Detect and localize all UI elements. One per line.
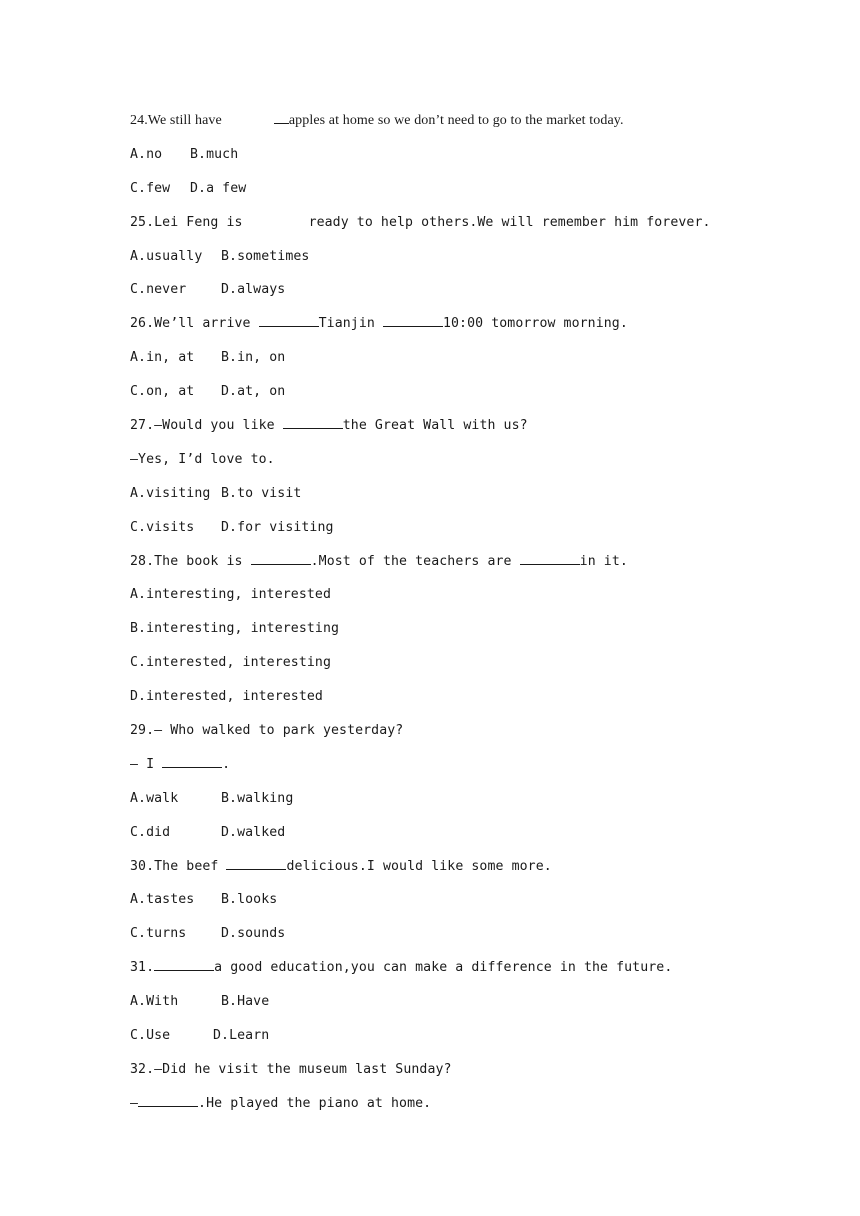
option-b[interactable]: B.to visit [221,485,302,501]
question-26-text-c: 10:00 tomorrow morning. [442,316,628,332]
option-c[interactable]: C.interested, interesting [130,655,331,671]
question-25-options-ab [130,246,750,280]
option-a[interactable]: A.no [130,146,163,162]
option-d[interactable]: D.for visiting [221,519,334,535]
answer-blank[interactable] [383,313,443,327]
option-d[interactable]: D.sounds [221,926,286,942]
question-28-text-a: 28.The book is [130,553,243,569]
question-29-stem: 29.— Who walked to park yesterday? [130,723,404,739]
question-29-options-ab [130,788,750,822]
answer-blank[interactable] [283,415,343,429]
answer-blank[interactable] [259,313,319,327]
answer-blank[interactable] [251,551,311,565]
question-27-stem [130,415,750,449]
question-27-text-b: the Great Wall with us? [342,418,528,434]
question-30-stem [130,856,750,890]
answer-blank[interactable] [138,1093,198,1107]
answer-blank[interactable] [226,856,286,870]
question-27-options-ab [130,483,750,517]
answer-blank[interactable] [520,551,580,565]
option-b[interactable]: B.walking [221,790,294,806]
question-25-options-cd [130,279,750,313]
option-a[interactable]: A.visiting [130,485,211,501]
option-b[interactable]: B.much [190,146,239,162]
question-30-options-ab [130,889,750,923]
option-b[interactable]: B.Have [221,994,270,1010]
question-25-text-a: 25.Lei Feng is [130,214,243,230]
question-27-text-a: 27.—Would you like [130,418,275,434]
question-29-reply-b: . [222,756,231,772]
option-a[interactable]: A.interesting, interested [130,587,331,603]
question-24-text-b: apples at home so we don’t need to go to the market today. [288,113,624,128]
question-32-stem: 32.—Did he visit the museum last Sunday? [130,1061,452,1077]
question-30-options-cd [130,923,750,957]
question-31-text-a: 31. [130,960,155,976]
question-24-text-a: 24.We still have [130,113,222,128]
option-a[interactable]: A.tastes [130,892,195,908]
question-29-options-cd [130,822,750,856]
option-d[interactable]: D.walked [221,824,286,840]
option-b[interactable]: B.looks [221,892,278,908]
exam-page [130,110,750,1127]
question-25-text-b: ready to help others.We will remember him forever. [308,214,711,230]
option-a[interactable]: A.usually [130,248,203,264]
question-31-stem [130,957,750,991]
question-31-options-cd [130,1025,750,1059]
option-c[interactable]: C.few [130,180,171,196]
option-d[interactable]: D.a few [190,180,247,196]
option-b[interactable]: B.in, on [221,350,286,366]
question-24-stem [130,110,750,144]
option-c[interactable]: C.never [130,282,187,298]
option-c[interactable]: C.did [130,824,171,840]
option-a[interactable]: A.walk [130,790,179,806]
question-28-text-c: in it. [579,553,628,569]
question-27-reply: —Yes, I’d love to. [130,451,275,467]
question-26-stem [130,313,750,347]
answer-blank[interactable] [162,754,222,768]
question-27-options-cd [130,517,750,551]
option-d[interactable]: D.interested, interested [130,689,323,705]
question-26-options-ab [130,347,750,381]
question-25-stem [130,212,750,246]
question-24-options-ab [130,144,750,178]
option-a[interactable]: A.in, at [130,350,195,366]
question-31-options-ab [130,991,750,1025]
option-b[interactable]: B.sometimes [221,248,310,264]
question-28-stem [130,551,750,585]
option-a[interactable]: A.With [130,994,179,1010]
question-28-text-b: .Most of the teachers are [310,553,512,569]
question-29-reply [130,754,750,788]
question-32-reply [130,1093,750,1127]
option-c[interactable]: C.turns [130,926,187,942]
option-d[interactable]: D.always [221,282,286,298]
option-c[interactable]: C.visits [130,519,195,535]
question-29-reply-a: — I [130,756,155,772]
option-b[interactable]: B.interesting, interesting [130,621,340,637]
option-c[interactable]: C.on, at [130,384,195,400]
option-d[interactable]: D.Learn [213,1028,270,1044]
question-32-reply-a: — [130,1095,139,1111]
question-32-reply-b: .He played the piano at home. [198,1095,432,1111]
answer-blank[interactable] [274,110,289,124]
answer-blank[interactable] [154,957,214,971]
question-26-options-cd [130,381,750,415]
question-31-text-b: a good education,you can make a difference in the future. [214,960,673,976]
question-30-text-a: 30.The beef [130,858,219,874]
option-c[interactable]: C.Use [130,1028,171,1044]
question-26-text-b: Tianjin [318,316,375,332]
option-d[interactable]: D.at, on [221,384,286,400]
question-26-text-a: 26.We’ll arrive [130,316,251,332]
question-24-options-cd [130,178,750,212]
question-30-text-b: delicious.I would like some more. [286,858,552,874]
